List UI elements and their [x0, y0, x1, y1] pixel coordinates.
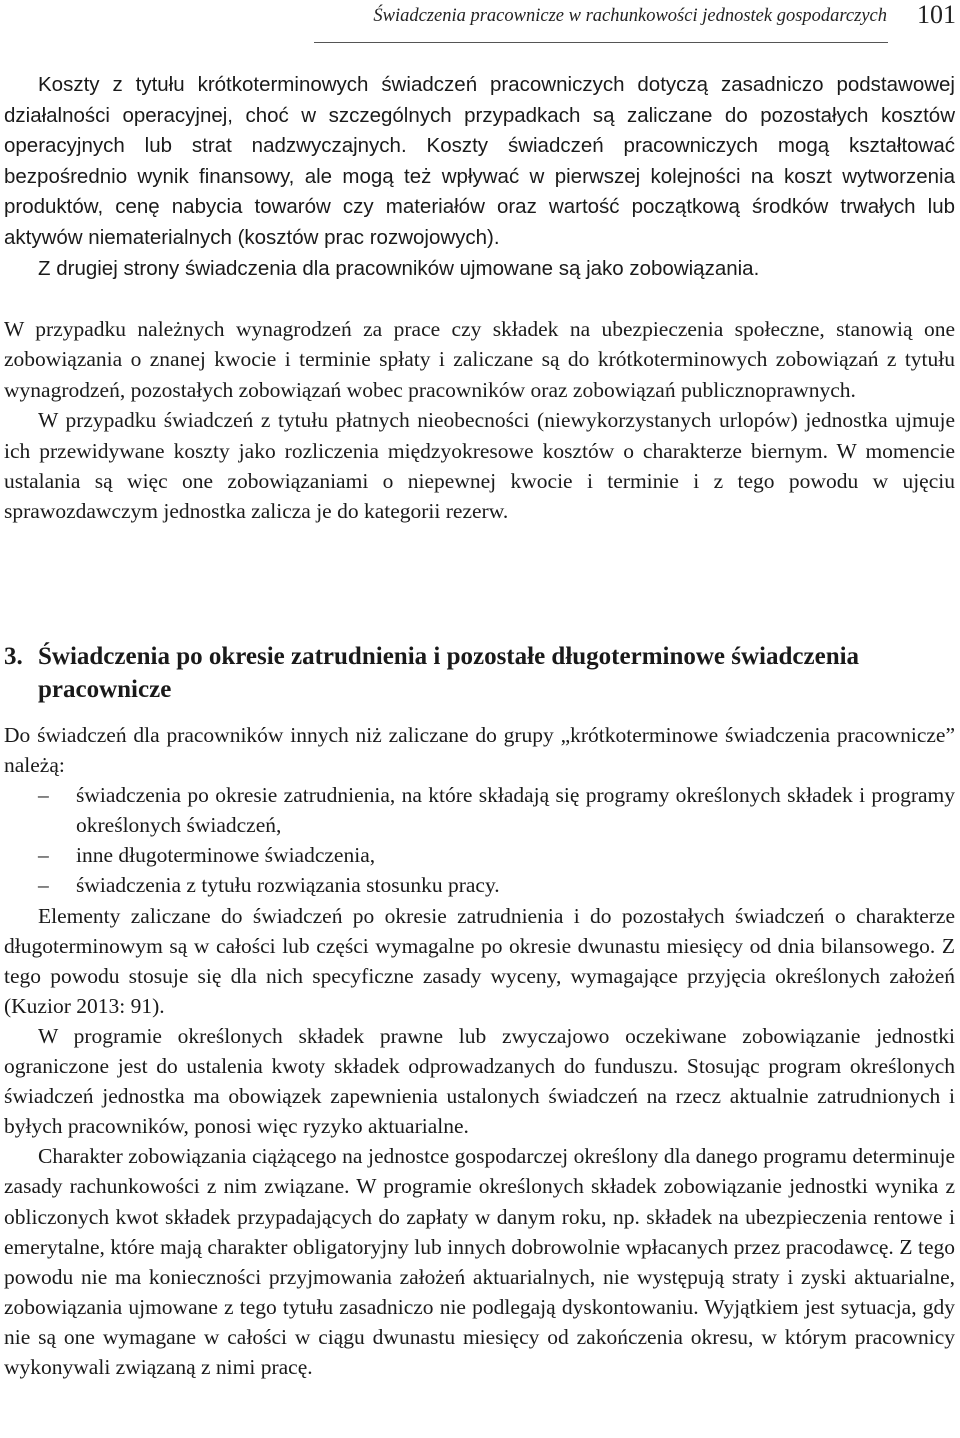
header-rule	[314, 42, 888, 43]
list-item-text: inne długoterminowe świadczenia,	[76, 843, 376, 868]
list-item-text: świadczenia po okresie zatrudnienia, na które składają się programy określonych składek i programy określonych świadczeń,	[76, 783, 955, 838]
section-heading	[4, 640, 955, 706]
list-marker: –	[38, 783, 49, 808]
list-item	[4, 870, 955, 900]
intro-paragraph: Do świadczeń dla pracowników innych niż zaliczane do grupy „krótkoterminowe świadczenia pracownicze” należą:	[4, 723, 955, 778]
running-header	[0, 0, 960, 44]
section-title: Świadczenia po okresie zatrudnienia i pozostałe długoterminowe świadczenia pracownicze	[38, 643, 860, 703]
benefits-list	[4, 780, 955, 900]
body-text-top-sans	[4, 70, 955, 284]
list-item	[4, 840, 955, 870]
paragraph: Elementy zaliczane do świadczeń po okresie zatrudnienia i do pozostałych świadczeń o charakterze długoterminowym są w całości lub części wymagalne po okresie dwunastu miesięcy od dnia bilansowego. Z tego powodu stosuje się dla nich specyficzne zasady wyceny, wymagające przyjęcia określonych założeń (Kuzior 2013: 91).	[4, 903, 955, 1018]
paragraph: W przypadku świadczeń z tytułu płatnych nieobecności (niewykorzystanych urlopów) jednostka ujmuje ich przewidywane koszty jako rozliczenia międzyokresowe kosztów o charakterze biernym. W momencie ustalania są więc one zobowiązaniami o niepewnej kwocie i terminie i z tego powodu w ujęciu sprawozdawczym jednostka zalicza je do kategorii rezerw.	[4, 408, 955, 524]
list-marker: –	[38, 843, 49, 868]
paragraph: Z drugiej strony świadczenia dla pracowników ujmowane są jako zobowiązania.	[38, 256, 760, 280]
page-number: 101	[917, 0, 956, 29]
list-marker: –	[38, 873, 49, 898]
body-text-top-serif	[4, 314, 955, 527]
running-header-title: Świadczenia pracownicze w rachunkowości jednostek gospodarczych	[373, 6, 887, 26]
paragraph: W programie określonych składek prawne lub zwyczajowo oczekiwane zobowiązanie jednostki ograniczone jest do ustalenia kwoty składek odprowadzanych do funduszu. Stosując program określonych świadczeń jednostka ma obowiązek zapewnienia ustalonych świadczeń na rzecz aktualnie zatrudnionych i byłych pracowników, ponosi więc ryzyko aktuarialne.	[4, 1023, 955, 1139]
list-item	[4, 780, 955, 840]
list-item-text: świadczenia z tytułu rozwiązania stosunku pracy.	[76, 873, 500, 898]
paragraph: W przypadku należnych wynagrodzeń za prace czy składek na ubezpieczenia społeczne, stanowią one zobowiązania o znanej kwocie i terminie spłaty i zaliczane są do krótkoterminowych zobowiązań z tytułu wynagrodzeń, pozostałych zobowiązań wobec pracowników oraz zobowiązań publicznoprawnych.	[4, 317, 955, 402]
paragraph: Koszty z tytułu krótkoterminowych świadczeń pracowniczych dotyczą zasadniczo podstawowej działalności operacyjnej, choć w szczególnych przypadkach są zaliczane do pozostałych kosztów operacyjnych lub strat nadzwyczajnych. Koszty świadczeń pracowniczych mogą kształtować bezpośrednio wynik finansowy, ale mogą też wpływać w pierwszej kolejności na koszt wytworzenia produktów, cenę nabycia towarów czy materiałów oraz wartość początkową środków trwałych lub aktywów niematerialnych (kosztów prac rozwojowych).	[4, 73, 955, 249]
section-number: 3.	[4, 643, 23, 670]
paragraph: Charakter zobowiązania ciążącego na jednostce gospodarczej określony dla danego programu determinuje zasady rachunkowości z nim związane. W programie określonych składek zobowiązanie jednostki wynika z obliczonych kwot składek przypadających do zapłaty w danym roku, np. składek na ubezpieczenia rentowe i emerytalne, które mają charakter obligatoryjny lub innych dobrowolnie wpłacanych przez pracodawcę. Z tego powodu nie ma konieczności przyjmowania założeń aktuarialnych, nie występują straty i zyski aktuarialne, zobowiązania ujmowane z tego tytułu zasadniczo nie podlegają dyskontowaniu. Wyjątkiem jest sytuacja, gdy nie są one wymagane w całości w ciągu dwunastu miesięcy od zakończenia okresu, w którym pracownicy wykonywali związaną z nimi pracę.	[4, 1144, 955, 1379]
body-text-bottom	[4, 720, 955, 1382]
